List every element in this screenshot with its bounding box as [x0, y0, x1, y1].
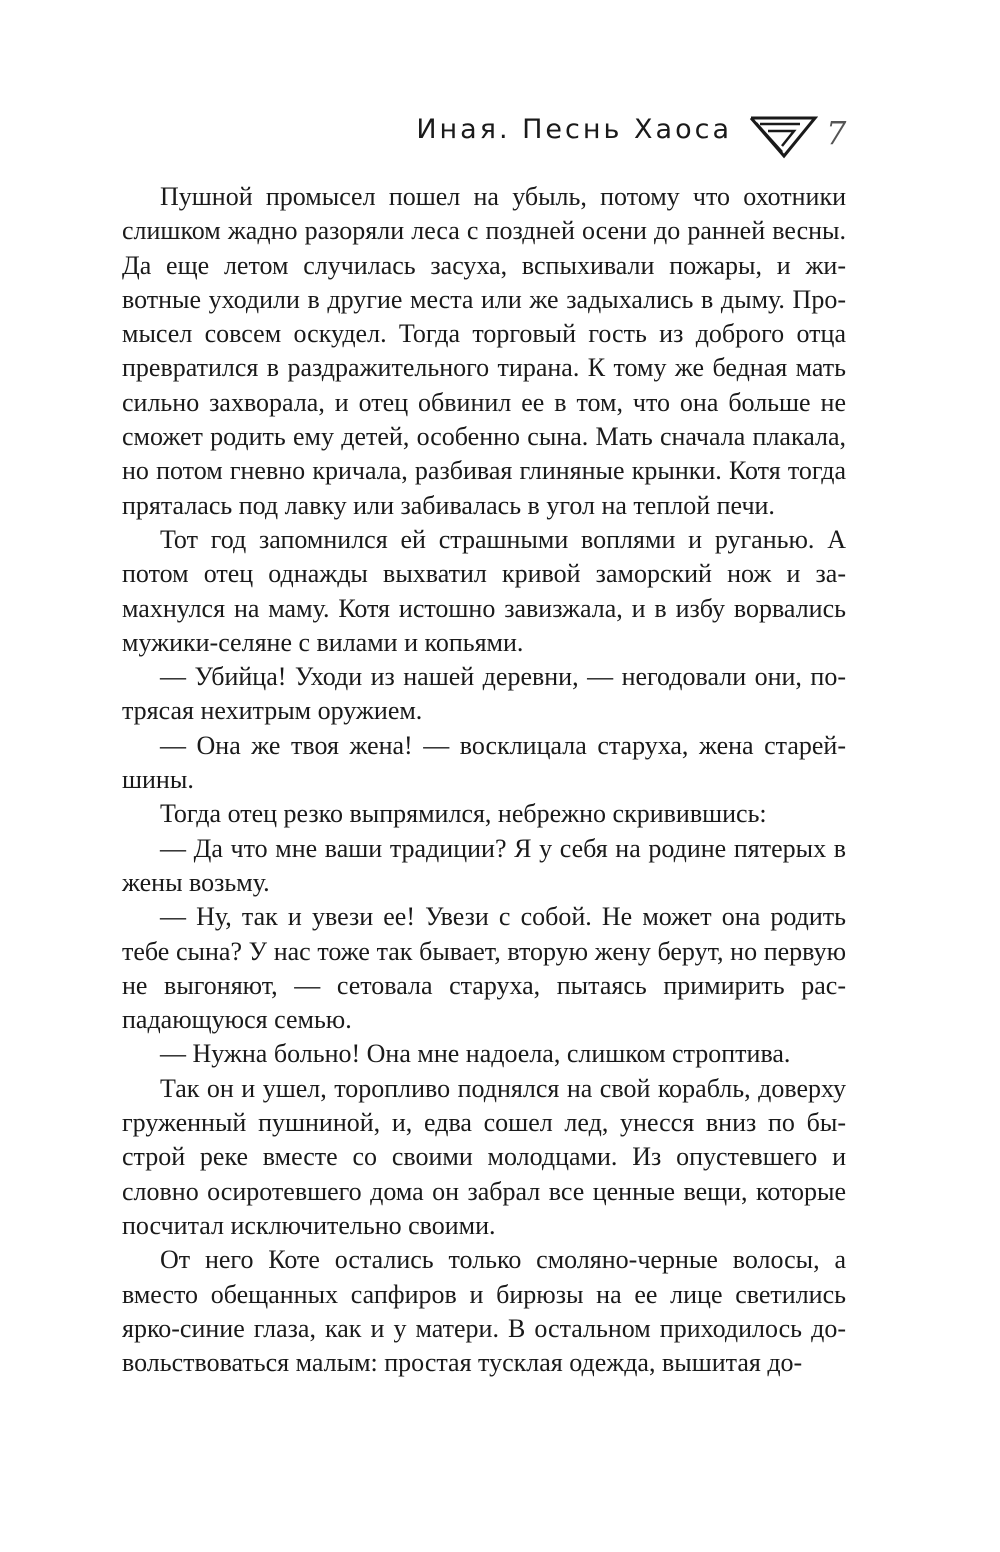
paragraph-5: Тогда отец резко выпрямился, небрежно скривившись:	[160, 799, 767, 829]
paragraph-8: — Нужна больно! Она мне надоела, слишком строптива.	[160, 1039, 791, 1069]
page-number: 7	[826, 114, 847, 152]
paragraph-9: Так он и ушел, торопливо поднялся на свой корабль, доверху груженный пушниной, и, едва сошел лед, унесся вниз по быстрой реке вместе со своими молодцами. Из опустевшего и словно осиротевшего дома он забрал все ценные вещи, которые посчитал исключительно своими.	[122, 1073, 846, 1240]
running-title: Иная. Песнь Хаоса	[416, 114, 732, 145]
paragraph-7: — Ну, так и увези ее! Увези с собой. Не может она родить тебе сына? У нас тоже так бывает, вторую жену берут, но первую не выгоняют, — сетовала старуха, пытаясь примирить распадающуюся семью.	[122, 902, 846, 1035]
paragraph-2: Тот год запомнился ей страшными воплями и руганью. А потом отец однажды выхватил кривой заморский нож и замахнулся на маму. Котя истошно завизжала, и в избу ворвались мужики-селяне с вилами и копьями.	[122, 524, 846, 657]
paragraph-6: — Да что мне ваши традиции? Я у себя на родине пятерых в жены возьму.	[122, 833, 846, 897]
paragraph-10: От него Коте остались только смоляно-черные волосы, а вместо обещанных сапфиров и бирюзы на ее лице светились ярко-синие глаза, как и у матери. В остальном приходилось довольствоваться малым: простая тусклая одежда, вышитая до-	[122, 1245, 846, 1378]
paragraph-3: — Убийца! Уходи из нашей деревни, — негодовали они, потрясая нехитрым оружием.	[122, 662, 846, 726]
body-text	[122, 180, 846, 1380]
paragraph-1: Пушной промысел пошел на убыль, потому что охотники слишком жадно разоряли леса с поздней осени до ранней весны. Да еще летом случилась засуха, вспыхивали пожары, и животные уходили в другие места или же задыхались в дыму. Промысел совсем оскудел. Тогда торговый гость из доброго отца превратился в раздражительного тирана. К тому же бедная мать сильно захворала, и отец обвинил ее в том, что она больше не сможет родить ему детей, особенно сына. Мать сначала плакала, но потом гневно кричала, разбивая глиняные крынки. Котя тогда пряталась под лавку или забивалась в угол на теплой печи.	[122, 182, 846, 520]
triangle-emblem-icon	[748, 112, 818, 160]
running-header	[0, 112, 1000, 160]
paragraph-4: — Она же твоя жена! — восклицала старуха, жена старейшины.	[122, 730, 846, 795]
